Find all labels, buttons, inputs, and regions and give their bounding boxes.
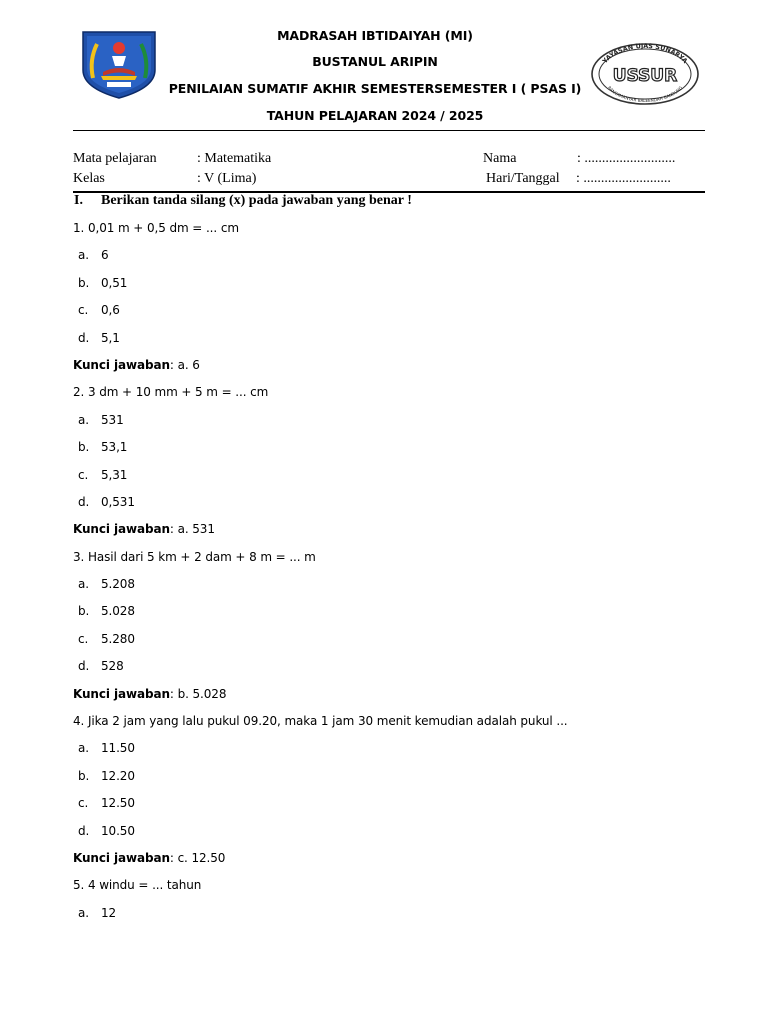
name-label: Nama	[483, 151, 517, 166]
option-value: 5.208	[101, 577, 135, 592]
question-2-text: 2. 3 dm + 10 mm + 5 m = ... cm	[73, 385, 269, 400]
option-letter: c.	[78, 303, 89, 318]
date-label: Hari/Tanggal	[486, 171, 560, 186]
option-value: 12.20	[101, 768, 135, 783]
question-2-answer-key	[73, 522, 713, 549]
question-1-text: 1. 0,01 m + 0,5 dm = ... cm	[73, 221, 239, 235]
question-1-option-a	[73, 248, 713, 275]
header-divider	[73, 130, 705, 131]
question-4-option-a	[73, 741, 713, 768]
question-1-option-b	[73, 276, 713, 303]
question-4-option-d	[73, 824, 713, 851]
option-value: 5,1	[101, 330, 120, 345]
option-letter: b.	[78, 440, 90, 455]
option-letter: b.	[78, 768, 90, 783]
question-4-option-c	[73, 796, 713, 823]
option-letter: b.	[78, 604, 90, 619]
option-letter: c.	[78, 796, 89, 811]
question-5-option-a	[73, 906, 713, 933]
question-3-option-c	[73, 632, 713, 659]
class-value: : V (Lima)	[197, 171, 257, 186]
svg-text:YAYASAN UJAS SUNARYA: YAYASAN UJAS SUNARYA	[600, 42, 690, 65]
option-letter: c.	[78, 631, 89, 646]
answer-key-label: Kunci jawaban	[73, 522, 170, 537]
option-letter: a.	[78, 741, 89, 756]
subject-value: : Matematika	[197, 151, 272, 166]
option-value: 5,31	[101, 467, 128, 482]
answer-key-value: : a. 531	[169, 522, 215, 537]
question-3-option-d	[73, 659, 713, 686]
question-3-answer-key	[73, 687, 713, 714]
question-3-option-a	[73, 577, 713, 604]
school-name-heading: BUSTANUL ARIPIN	[312, 54, 438, 69]
option-value: 528	[101, 659, 124, 674]
exam-title-heading: PENILAIAN SUMATIF AKHIR SEMESTERSEMESTER I ( PSAS I)	[168, 81, 582, 96]
question-4-option-b	[73, 769, 713, 796]
question-4-text: 4. Jika 2 jam yang lalu pukul 09.20, maka 1 jam 30 menit kemudian adalah pukul ...	[73, 714, 568, 729]
option-value: 12	[101, 905, 117, 920]
section-number: I.	[74, 193, 83, 208]
option-letter: a.	[78, 412, 89, 427]
option-letter: d.	[78, 494, 90, 509]
class-label: Kelas	[73, 171, 105, 186]
question-2-option-d	[73, 495, 713, 522]
option-value: 0,6	[101, 303, 120, 318]
section-heading	[74, 193, 412, 209]
option-value: 0,531	[101, 494, 135, 509]
answer-key-value: : c. 12.50	[169, 850, 226, 865]
madrasah-emblem-icon	[79, 26, 159, 100]
school-type-heading: MADRASAH IBTIDAIYAH (MI)	[277, 28, 473, 43]
question-1-option-c	[73, 303, 713, 330]
question-4-answer-key	[73, 851, 713, 878]
subject-label: Mata pelajaran	[73, 151, 157, 166]
option-value: 10.50	[101, 823, 135, 838]
question-3-text: 3. Hasil dari 5 km + 2 dam + 8 m = ... m	[73, 549, 316, 564]
name-field: : ..........................	[577, 151, 676, 166]
section-instruction: Berikan tanda silang (x) pada jawaban yang benar !	[101, 193, 412, 208]
option-value: 12.50	[101, 796, 135, 811]
question-1-answer-key	[73, 358, 713, 385]
option-letter: a.	[78, 577, 89, 592]
option-value: 11.50	[101, 741, 135, 756]
question-2-option-c	[73, 468, 713, 495]
question-5-text: 5. 4 windu = ... tahun	[73, 878, 202, 893]
answer-key-label: Kunci jawaban	[73, 850, 170, 865]
yayasan-ujas-sunarya-logo-icon	[590, 42, 700, 106]
option-value: 5.280	[101, 631, 135, 646]
svg-text:USSUR: USSUR	[612, 66, 678, 86]
svg-text:RANCAMANYAR BALEENDAH BANDUNG: RANCAMANYAR BALEENDAH BANDUNG	[606, 85, 684, 104]
option-value: 6	[101, 248, 109, 263]
question-2-option-b	[73, 440, 713, 467]
option-letter: a.	[78, 248, 89, 263]
option-letter: d.	[78, 659, 90, 674]
answer-key-label: Kunci jawaban	[73, 686, 170, 701]
option-letter: d.	[78, 823, 90, 838]
option-value: 5.028	[101, 604, 135, 619]
option-letter: c.	[78, 467, 89, 482]
option-letter: a.	[78, 905, 89, 920]
answer-key-label: Kunci jawaban	[73, 357, 170, 372]
answer-key-value: : b. 5.028	[169, 686, 227, 701]
academic-year-heading: TAHUN PELAJARAN 2024 / 2025	[266, 108, 484, 123]
option-letter: b.	[78, 275, 90, 290]
question-list	[73, 221, 713, 933]
question-2-option-a	[73, 413, 713, 440]
question-1-option-d	[73, 331, 713, 358]
answer-key-value: : a. 6	[169, 357, 200, 372]
option-letter: d.	[78, 330, 90, 345]
option-value: 0,51	[101, 275, 128, 290]
option-value: 531	[101, 412, 124, 427]
question-3-option-b	[73, 604, 713, 631]
option-value: 53,1	[101, 440, 128, 455]
date-field: : .........................	[576, 171, 671, 186]
